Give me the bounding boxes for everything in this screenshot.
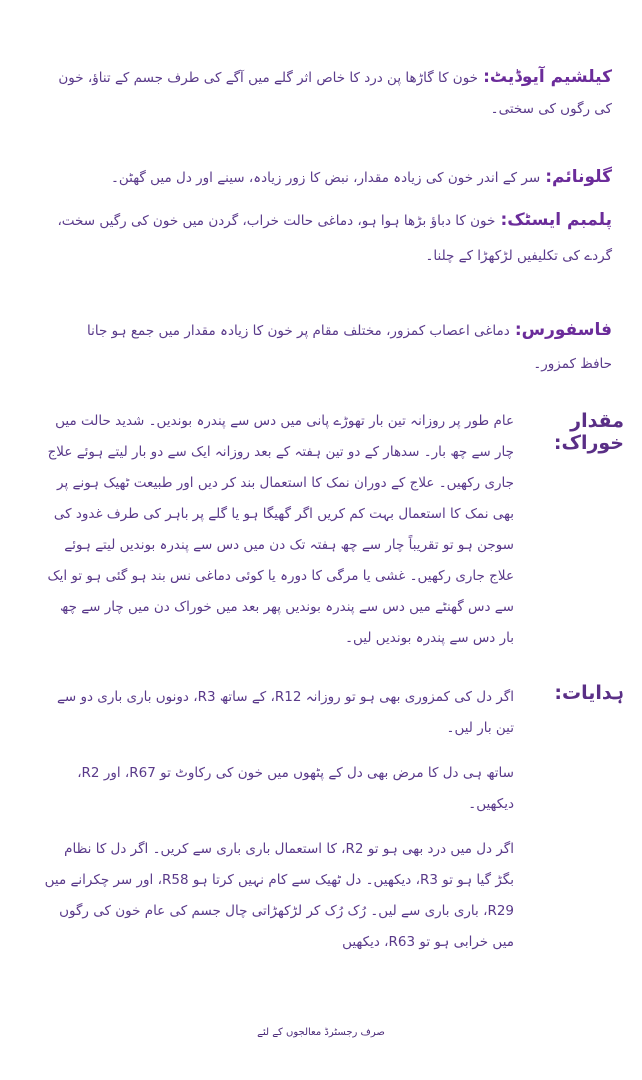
instructions-list bbox=[44, 682, 514, 972]
dosage-heading: مقدار خوراک: bbox=[553, 410, 624, 454]
entry-term: کیلشیم آیوڈیٹ: bbox=[483, 67, 612, 87]
dosage-text: عام طور پر روزانہ تین بار تھوڑے پانی میں دس سے پندرہ بوندیں۔ شدید حالت میں چار سے چھ بار۔ سدھار کے دو تین ہفتہ کے بعد روزانہ ایک سے دو بار لیتے ہوئے علاج جاری رکھیں۔ علاج کے دوران نمک کا استعمال بند کر دیں اور طبیعت ٹھیک ہونے پر بھی نمک کا استعمال بہت کم کریں اگر گھیگا ہو یا گلے پر باہر کی طرف غدود کی سوجن ہو تو تقریباً چار سے چھ ہفتہ تک دن میں دس سے پندرہ بوندیں لیتے ہوئے علاج جاری رکھیں۔ غشی یا مرگی کا دورہ یا کوئی دماغی نس بند ہو گئی ہو تو ایک سے دس گھنٹے میں دس سے پندرہ بوندیں پھر بعد میں خوراک دن میں چار سے چھ بار دس سے پندرہ بوندیں لیں۔ bbox=[47, 413, 514, 646]
entry-term: پلمبم ایسٹک: bbox=[500, 210, 612, 230]
instruction-item: اگر دل کی کمزوری بھی ہو تو روزانہ R12، کے ساتھ R3، دونوں باری باری دو سے تین بار لیں۔ bbox=[56, 689, 514, 736]
instruction-item: اگر دل میں درد بھی ہو تو R2، کا استعمال باری باری سے کریں۔ اگر دل کا نظام بگڑ گیا ہو تو R3، دیکھیں۔ دل ٹھیک سے کام نہیں کرتا ہو R58، اور سر چکرانے میں R29، باری باری سے لیں۔ رُک رُک کر لڑکھڑاتی چال جسم کی عام خون کی رگوں میں خرابی ہو تو R63، دیکھیں bbox=[44, 841, 514, 950]
entry-text: دماغی اعصاب کمزور، مختلف مقام پر خون کا زیادہ مقدار میں جمع ہو جانا حافظ کمزور۔ bbox=[87, 323, 612, 372]
entry-phosphorus bbox=[52, 314, 612, 380]
instructions-heading: ہدایات: bbox=[554, 682, 624, 704]
entry-text: خون کا گاڑھا پن درد کا خاص اثر گلے میں آگے کی طرف جسم کے تناؤ، خون کی رگوں کی سختی۔ bbox=[58, 70, 612, 117]
instruction-item: ساتھ ہی دل کا مرض بھی دل کے پٹھوں میں خون کی رکاوٹ تو R67، اور R2، دیکھیں۔ bbox=[77, 765, 514, 812]
entry-term: گلونائم: bbox=[545, 167, 612, 187]
entry-glonoine bbox=[52, 162, 612, 193]
entry-text: سر کے اندر خون کی زیادہ مقدار، نبض کا زور زیادہ، سینے اور دل میں گھٹن۔ bbox=[110, 170, 541, 186]
entry-term: فاسفورس: bbox=[514, 320, 612, 340]
entry-text: خون کا دباؤ بڑھا ہوا ہو، دماغی حالت خراب، گردن میں خون کی رگیں سخت، گردے کی تکلیفیں لڑکھڑا کے چلنا۔ bbox=[57, 213, 612, 264]
entry-calcium-iodide bbox=[52, 62, 612, 124]
entry-plumbum-aceticum bbox=[52, 203, 612, 273]
footer-note: صرف رجسٹرڈ معالجوں کے لئے bbox=[257, 1027, 385, 1038]
